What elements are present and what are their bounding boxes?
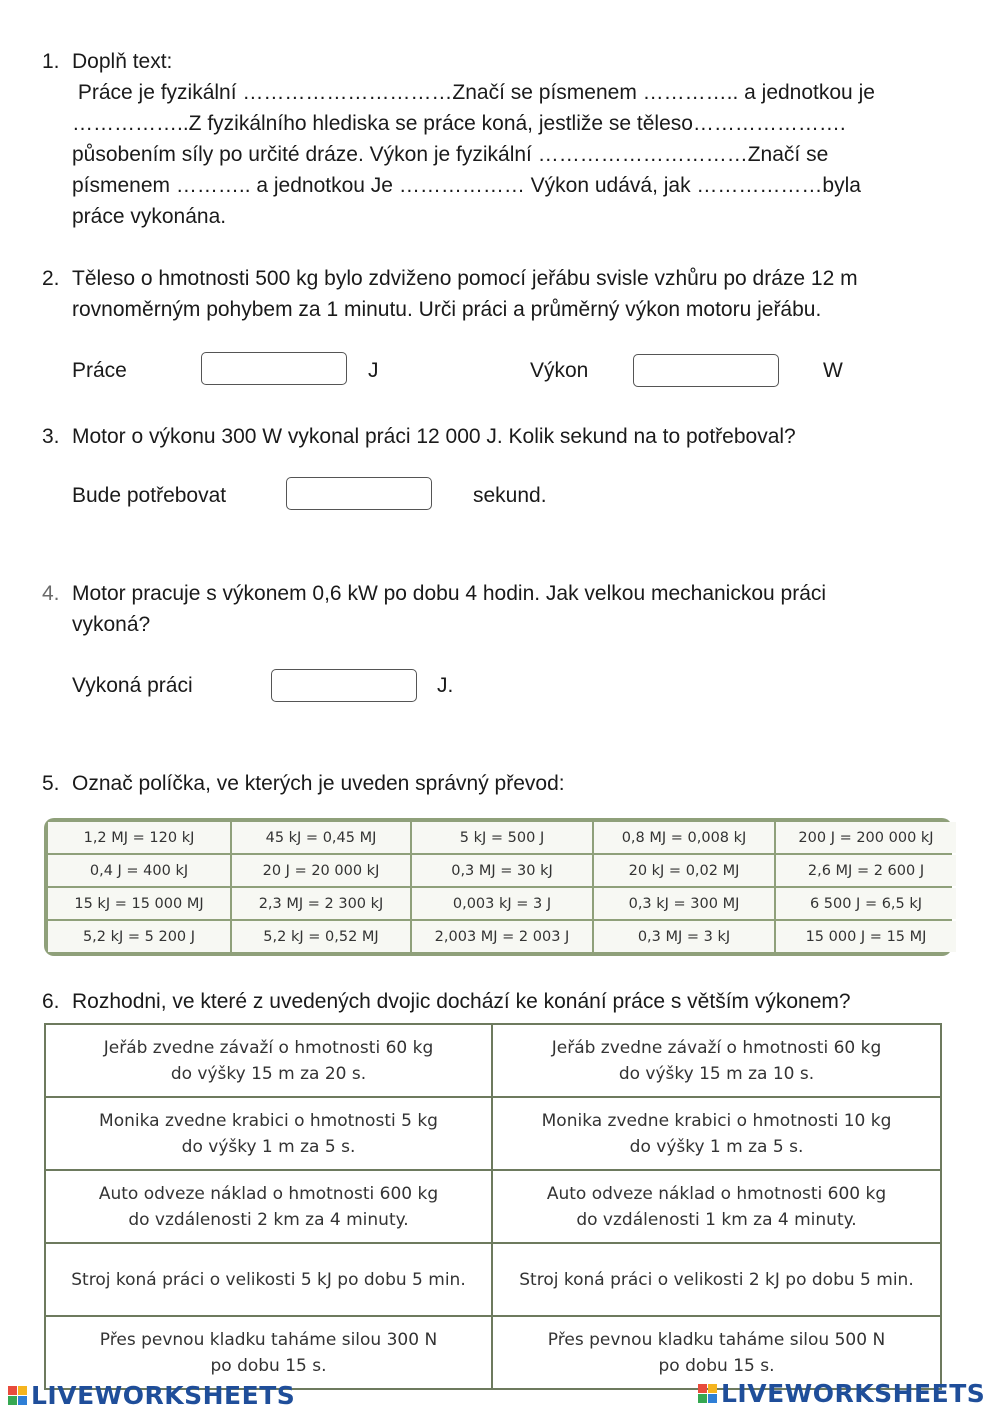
power-answer-input[interactable] bbox=[633, 354, 779, 387]
question-text-line: rovnoměrným pohybem za 1 minutu. Urči práci a průměrný výkon motoru jeřábu. bbox=[72, 298, 822, 321]
option-text: Stroj koná práci o velikosti 2 kJ po dobu 5 min. bbox=[519, 1269, 914, 1290]
comparison-option-left[interactable] bbox=[46, 1171, 493, 1242]
conversion-cell[interactable]: 0,4 J = 400 kJ bbox=[48, 855, 230, 886]
question-text-line: Motor o výkonu 300 W vykonal práci 12 000 J. Kolik sekund na to potřeboval? bbox=[72, 425, 796, 448]
comparison-option-left[interactable] bbox=[46, 1025, 493, 1096]
conversion-cell[interactable]: 20 J = 20 000 kJ bbox=[232, 855, 410, 886]
fill-text-line: písmenem ……….. a jednotkou Je ……………… Výkon udává, jak ………………byla bbox=[72, 174, 861, 197]
conversion-cell[interactable]: 200 J = 200 000 kJ bbox=[776, 822, 956, 853]
comparison-option-right[interactable] bbox=[493, 1098, 940, 1169]
comparison-option-right[interactable] bbox=[493, 1317, 940, 1388]
comparison-row bbox=[46, 1171, 940, 1244]
option-text: Přes pevnou kladku taháme silou 300 N bbox=[99, 1329, 438, 1350]
fill-text-line: Práce je fyzikální …………………………Značí se písmenem ………….. a jednotkou je bbox=[72, 81, 875, 104]
time-label: Bude potřebovat bbox=[72, 484, 227, 507]
comparison-row bbox=[46, 1025, 940, 1098]
conversion-cell[interactable]: 0,3 kJ = 300 MJ bbox=[594, 888, 774, 919]
conversion-cell[interactable]: 5,2 kJ = 0,52 MJ bbox=[232, 921, 410, 952]
conversion-cell[interactable]: 2,003 MJ = 2 003 J bbox=[412, 921, 592, 952]
option-text: do výšky 15 m za 20 s. bbox=[170, 1063, 367, 1084]
option-text: do výšky 15 m za 10 s. bbox=[618, 1063, 815, 1084]
liveworksheets-logo-icon bbox=[8, 1386, 28, 1406]
comparison-option-right[interactable] bbox=[493, 1025, 940, 1096]
fill-text-line: ……………..Z fyzikálního hlediska se práce koná, jestliže se těleso…………………. bbox=[72, 112, 846, 135]
comparison-option-right[interactable] bbox=[493, 1244, 940, 1315]
time-answer-input[interactable] bbox=[286, 477, 432, 510]
conversion-table bbox=[44, 818, 952, 956]
conversion-cell[interactable]: 20 kJ = 0,02 MJ bbox=[594, 855, 774, 886]
question-number: 2. bbox=[42, 267, 60, 290]
option-text: Monika zvedne krabici o hmotnosti 10 kg bbox=[541, 1110, 892, 1131]
question-number: 6. bbox=[42, 990, 60, 1013]
liveworksheets-logo-icon bbox=[698, 1384, 718, 1404]
option-text: Přes pevnou kladku taháme silou 500 N bbox=[547, 1329, 886, 1350]
question-text-line: Motor pracuje s výkonem 0,6 kW po dobu 4 hodin. Jak velkou mechanickou práci bbox=[72, 582, 827, 605]
option-text: Jeřáb zvedne závaží o hmotnosti 60 kg bbox=[551, 1037, 882, 1058]
question-number: 5. bbox=[42, 772, 60, 795]
question-text-line: Označ políčka, ve kterých je uveden správný převod: bbox=[72, 772, 565, 795]
brand-footer-left bbox=[8, 1381, 295, 1410]
conversion-cell[interactable]: 5 kJ = 500 J bbox=[412, 822, 592, 853]
comparison-option-right[interactable] bbox=[493, 1171, 940, 1242]
question-title: Doplň text: bbox=[72, 50, 173, 73]
question-5 bbox=[42, 768, 972, 799]
conversion-cell[interactable]: 0,3 MJ = 30 kJ bbox=[412, 855, 592, 886]
conversion-cell[interactable]: 1,2 MJ = 120 kJ bbox=[48, 822, 230, 853]
power-label: Výkon bbox=[530, 359, 589, 382]
option-text: Auto odveze náklad o hmotnosti 600 kg bbox=[546, 1183, 887, 1204]
mech-work-answer-input[interactable] bbox=[271, 669, 417, 702]
brand-footer-right bbox=[698, 1379, 985, 1408]
mech-work-unit: J. bbox=[437, 674, 454, 697]
question-number: 3. bbox=[42, 425, 60, 448]
conversion-cell[interactable]: 0,3 MJ = 3 kJ bbox=[594, 921, 774, 952]
question-1 bbox=[42, 46, 972, 232]
question-4 bbox=[42, 578, 972, 640]
conversion-cell[interactable]: 15 000 J = 15 MJ bbox=[776, 921, 956, 952]
question-text-line: Těleso o hmotnosti 500 kg bylo zdviženo pomocí jeřábu svisle vzhůru po dráze 12 m bbox=[72, 267, 858, 290]
option-text: Monika zvedne krabici o hmotnosti 5 kg bbox=[99, 1110, 438, 1131]
conversion-cell[interactable]: 2,6 MJ = 2 600 J bbox=[776, 855, 956, 886]
mech-work-label: Vykoná práci bbox=[72, 674, 193, 697]
brand-name: LIVEWORKSHEETS bbox=[31, 1381, 296, 1410]
option-text: po dobu 15 s. bbox=[210, 1355, 327, 1376]
comparison-option-left[interactable] bbox=[46, 1317, 493, 1388]
question-text-line: Rozhodni, ve které z uvedených dvojic dochází ke konání práce s větším výkonem? bbox=[72, 990, 851, 1013]
conversion-cell[interactable]: 0,8 MJ = 0,008 kJ bbox=[594, 822, 774, 853]
brand-name: LIVEWORKSHEETS bbox=[721, 1379, 986, 1408]
time-unit: sekund. bbox=[473, 484, 547, 507]
comparison-option-left[interactable] bbox=[46, 1098, 493, 1169]
question-6 bbox=[42, 986, 972, 1017]
option-text: po dobu 15 s. bbox=[658, 1355, 775, 1376]
option-text: do výšky 1 m za 5 s. bbox=[629, 1136, 804, 1157]
comparison-row bbox=[46, 1317, 940, 1388]
question-number: 1. bbox=[42, 50, 60, 73]
conversion-cell[interactable]: 15 kJ = 15 000 MJ bbox=[48, 888, 230, 919]
comparison-option-left[interactable] bbox=[46, 1244, 493, 1315]
option-text: Jeřáb zvedne závaží o hmotnosti 60 kg bbox=[103, 1037, 434, 1058]
conversion-cell[interactable]: 2,3 MJ = 2 300 kJ bbox=[232, 888, 410, 919]
comparison-row bbox=[46, 1098, 940, 1171]
work-label: Práce bbox=[72, 359, 127, 382]
conversion-cell[interactable]: 5,2 kJ = 5 200 J bbox=[48, 921, 230, 952]
conversion-cell[interactable]: 45 kJ = 0,45 MJ bbox=[232, 822, 410, 853]
conversion-cell[interactable]: 6 500 J = 6,5 kJ bbox=[776, 888, 956, 919]
fill-text-line: práce vykonána. bbox=[72, 205, 227, 228]
option-text: do vzdálenosti 1 km za 4 minuty. bbox=[576, 1209, 857, 1230]
work-answer-input[interactable] bbox=[201, 352, 347, 385]
conversion-cell[interactable]: 0,003 kJ = 3 J bbox=[412, 888, 592, 919]
option-text: Stroj koná práci o velikosti 5 kJ po dobu 5 min. bbox=[71, 1269, 466, 1290]
question-3 bbox=[42, 421, 972, 452]
comparison-table bbox=[44, 1023, 942, 1390]
question-number: 4. bbox=[42, 582, 60, 605]
question-text-line: vykoná? bbox=[72, 613, 151, 636]
question-2 bbox=[42, 263, 972, 325]
option-text: Auto odveze náklad o hmotnosti 600 kg bbox=[98, 1183, 439, 1204]
work-unit: J bbox=[368, 359, 379, 382]
fill-text-line: působením síly po určité dráze. Výkon je fyzikální …………………………Značí se bbox=[72, 143, 829, 166]
option-text: do vzdálenosti 2 km za 4 minuty. bbox=[128, 1209, 409, 1230]
option-text: do výšky 1 m za 5 s. bbox=[181, 1136, 356, 1157]
comparison-row bbox=[46, 1244, 940, 1317]
power-unit: W bbox=[823, 359, 843, 382]
